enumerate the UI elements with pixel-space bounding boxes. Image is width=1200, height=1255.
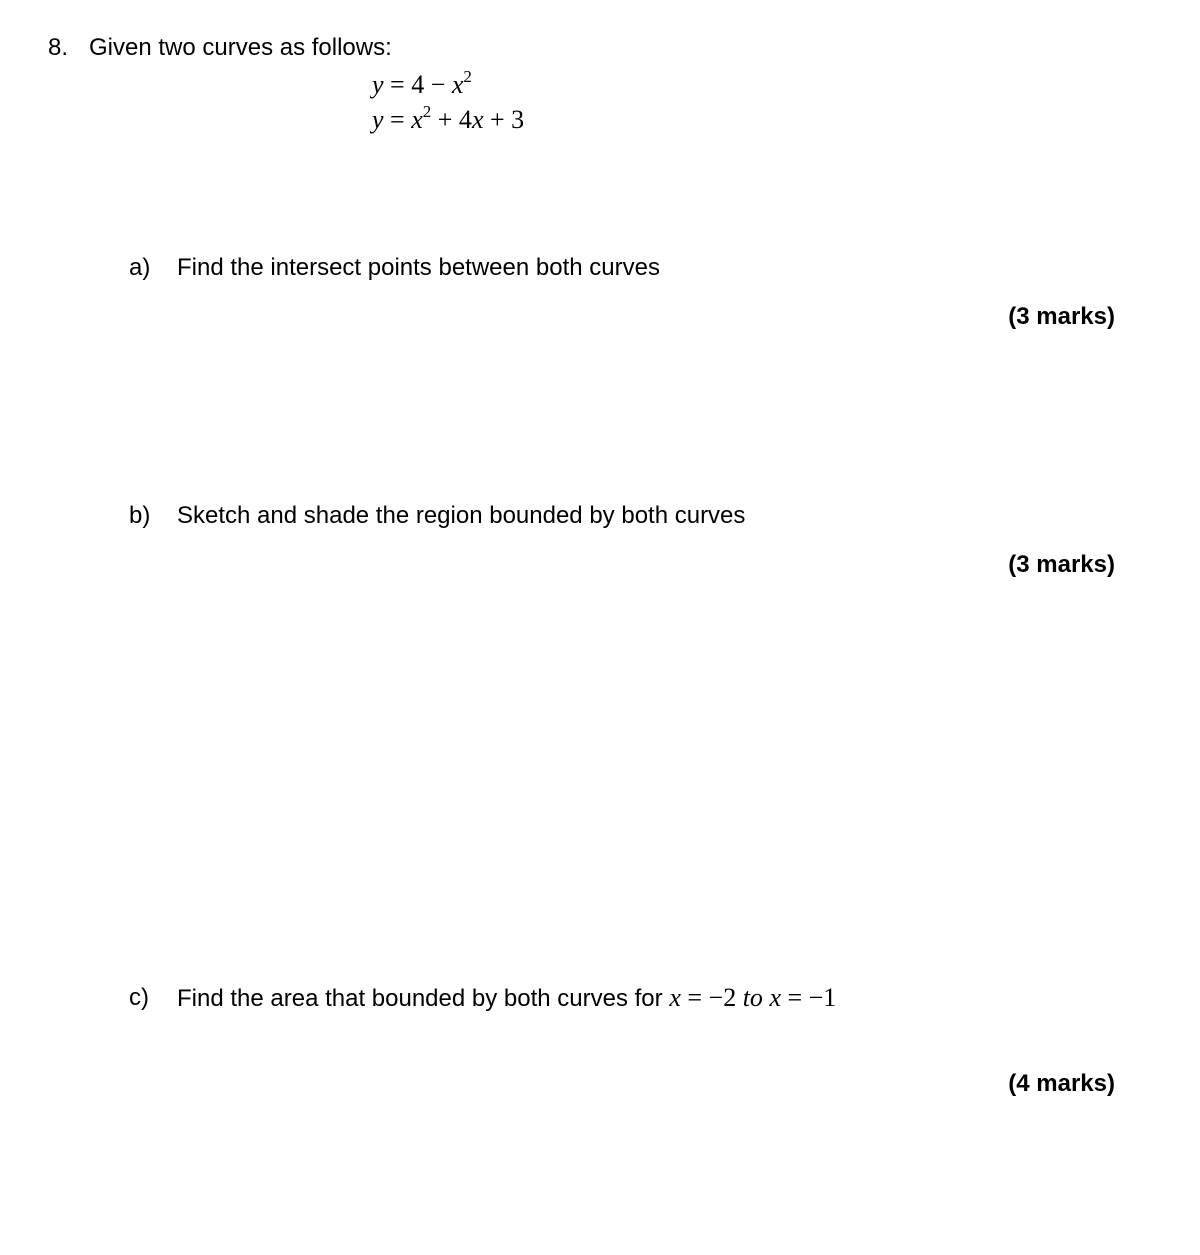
part-c-line: [177, 983, 836, 1014]
part-c-to: to: [742, 983, 763, 1012]
eq2-y: y: [372, 105, 384, 134]
part-c-eq2: = −1: [780, 983, 837, 1012]
part-c-x1: x: [669, 983, 681, 1012]
question-stem: Given two curves as follows:: [89, 34, 392, 61]
part-c-text: Find the area that bounded by both curves for: [177, 985, 670, 1012]
part-b-marks: (3 marks): [1008, 551, 1115, 578]
question-number: 8.: [48, 34, 69, 61]
part-c-marks: (4 marks): [1008, 1070, 1115, 1097]
eq1-x: x: [451, 70, 464, 99]
part-b-label: b): [129, 502, 151, 529]
eq1-y: y: [372, 70, 384, 99]
eq2-x2: x: [471, 105, 484, 134]
eq1-equals: = 4 −: [383, 70, 452, 99]
part-c-eq1: = −2: [680, 983, 743, 1012]
equation-1: [372, 67, 472, 100]
part-a-label: a): [129, 254, 151, 281]
part-c-math: [669, 983, 836, 1012]
eq2-x: x: [411, 105, 423, 134]
part-b-text: Sketch and shade the region bounded by both curves: [177, 502, 746, 529]
eq2-plus-four: + 4: [431, 105, 472, 134]
eq2-exponent: 2: [422, 102, 432, 121]
eq2-plus-three: + 3: [483, 105, 525, 134]
part-a-marks: (3 marks): [1008, 303, 1115, 330]
part-a-text: Find the intersect points between both curves: [177, 254, 660, 281]
eq1-exponent: 2: [463, 67, 472, 86]
part-c-x2: x: [769, 983, 781, 1012]
part-c-label: c): [129, 984, 149, 1011]
equation-2: [372, 102, 525, 135]
eq2-equals: =: [383, 105, 412, 134]
